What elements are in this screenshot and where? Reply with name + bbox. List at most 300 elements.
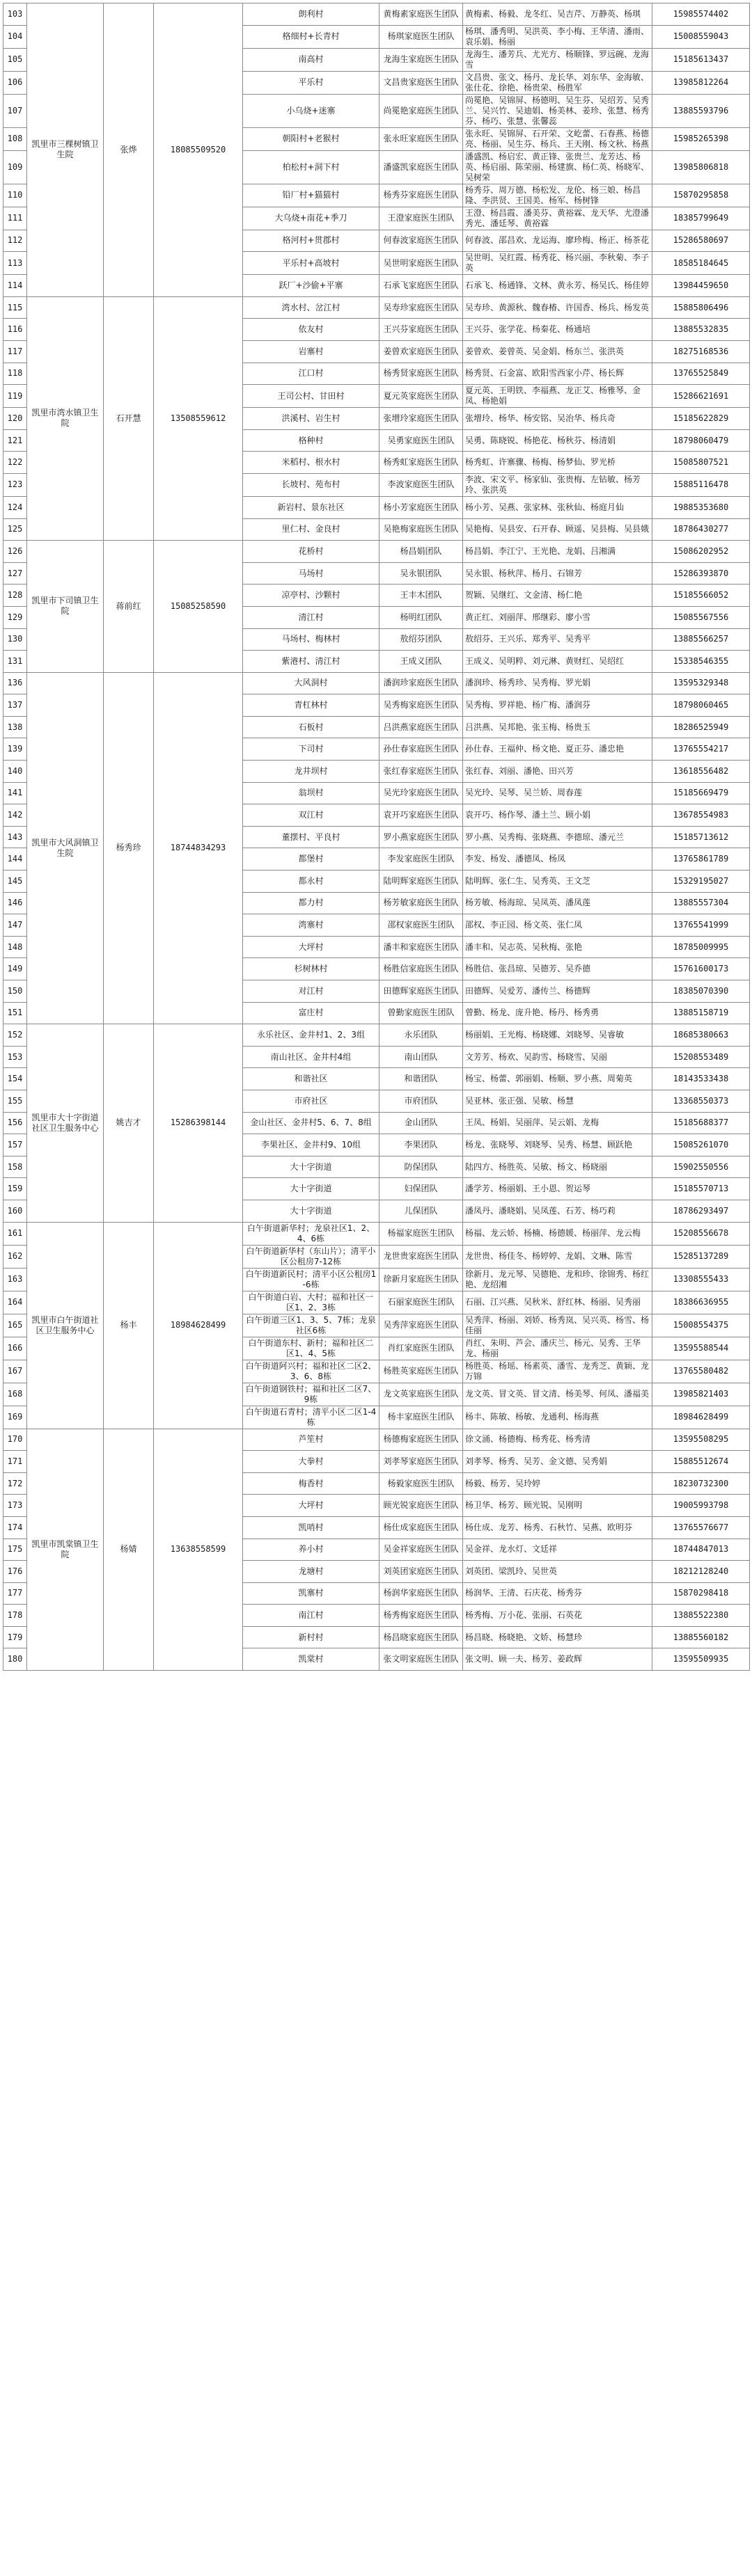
row-number: 145 <box>3 870 27 893</box>
team-name: 杨仕成家庭医生团队 <box>379 1516 463 1539</box>
row-number: 155 <box>3 1090 27 1112</box>
team-name: 吴寿珍家庭医生团队 <box>379 296 463 319</box>
team-leader-name: 姚吉才 <box>104 1024 154 1222</box>
team-name: 龙世贵家庭医生团队 <box>379 1245 463 1268</box>
contact-phone: 15008554375 <box>652 1314 750 1337</box>
team-name: 杨毅家庭医生团队 <box>379 1472 463 1495</box>
team-name: 永乐团队 <box>379 1024 463 1047</box>
service-area: 都力村 <box>243 892 379 914</box>
contact-phone: 18744847013 <box>652 1539 750 1561</box>
team-name: 徐新月家庭医生团队 <box>379 1268 463 1291</box>
team-name: 石承飞家庭医生团队 <box>379 275 463 297</box>
service-area: 白午街道东村、新村；福和社区二区1、4、5栋 <box>243 1337 379 1360</box>
service-area: 富庄村 <box>243 1002 379 1024</box>
row-number: 173 <box>3 1495 27 1517</box>
row-number: 179 <box>3 1626 27 1648</box>
contact-phone: 15208553489 <box>652 1046 750 1068</box>
service-area: 都堡村 <box>243 848 379 870</box>
team-leader-name: 蒋前红 <box>104 541 154 673</box>
team-members: 张红春、刘丽、潘艳、田兴芳 <box>463 761 652 783</box>
row-number: 165 <box>3 1314 27 1337</box>
team-members: 潘丰和、吴志英、吴秋梅、张艳 <box>463 936 652 958</box>
hospital-name: 凯里市白午街道社区卫生服务中心 <box>27 1222 104 1429</box>
team-members: 龙世贵、杨佳冬、杨婷婷、龙娟、文琳、陈雪 <box>463 1245 652 1268</box>
row-number: 105 <box>3 48 27 71</box>
team-members: 吴世明、吴红霞、杨秀花、杨兴丽、李秋菊、李子英 <box>463 252 652 275</box>
hospital-name: 凯里市湾水镇卫生院 <box>27 296 104 540</box>
team-members: 潘学芳、杨丽娟、王小恩、贺运琴 <box>463 1178 652 1200</box>
row-number: 152 <box>3 1024 27 1047</box>
contact-phone: 18798060465 <box>652 694 750 717</box>
service-area: 青杠林村 <box>243 694 379 717</box>
team-leader-name: 张烨 <box>104 3 154 297</box>
team-members: 杨仕成、龙芳、杨秀、石秋竹、吴燕、欧明芬 <box>463 1516 652 1539</box>
team-members: 王澄、杨昌霞、潘美芬、黄裕霖、龙天华、尤澄潘秀光、潘廷琴、黄裕霖 <box>463 207 652 230</box>
row-number: 176 <box>3 1561 27 1583</box>
service-area: 大拳村 <box>243 1451 379 1473</box>
team-name: 袁开巧家庭医生团队 <box>379 804 463 827</box>
contact-phone: 13765541999 <box>652 914 750 937</box>
team-name: 杨芳敏家庭医生团队 <box>379 892 463 914</box>
team-members: 杨小芳、吴燕、张家林、张秋仙、杨庭月仙 <box>463 496 652 518</box>
service-area: 白午街道白岩、大村；福和社区一区1、2、3栋 <box>243 1291 379 1314</box>
team-members: 杨丽娟、王光梅、杨晓娜、刘晓琴、吴睿敏 <box>463 1024 652 1047</box>
contact-phone: 13885522380 <box>652 1605 750 1627</box>
contact-phone: 13595508295 <box>652 1429 750 1451</box>
team-name: 儿保团队 <box>379 1200 463 1222</box>
team-name: 和谐团队 <box>379 1068 463 1090</box>
team-name: 吴秀萍家庭医生团队 <box>379 1314 463 1337</box>
service-area: 和谐社区 <box>243 1068 379 1090</box>
contact-phone: 15185688377 <box>652 1112 750 1134</box>
contact-phone: 15885116478 <box>652 473 750 496</box>
hospital-name: 凯里市三棵树镇卫生院 <box>27 3 104 297</box>
contact-phone: 13765525849 <box>652 363 750 385</box>
contact-phone: 15985265398 <box>652 127 750 150</box>
team-members: 吴光玲、吴琴、吴兰娇、周春莲 <box>463 782 652 804</box>
team-name: 妇保团队 <box>379 1178 463 1200</box>
team-leader-name: 杨婧 <box>104 1429 154 1671</box>
contact-phone: 15338546355 <box>652 651 750 673</box>
service-area: 里仁村、金良村 <box>243 518 379 541</box>
contact-phone: 13985821403 <box>652 1383 750 1406</box>
contact-phone: 15985574402 <box>652 3 750 26</box>
service-area: 白午街道钢铁村；福和社区二区7、9栋 <box>243 1383 379 1406</box>
contact-phone: 13885532835 <box>652 319 750 341</box>
contact-phone: 18786293497 <box>652 1200 750 1222</box>
team-name: 罗小燕家庭医生团队 <box>379 826 463 848</box>
contact-phone: 19885353680 <box>652 496 750 518</box>
row-number: 130 <box>3 628 27 651</box>
service-area: 南山社区、金井村4组 <box>243 1046 379 1068</box>
row-number: 175 <box>3 1539 27 1561</box>
service-area: 大乌烧+南花+季刀 <box>243 207 379 230</box>
service-area: 董摆村、平良村 <box>243 826 379 848</box>
service-area: 依友村 <box>243 319 379 341</box>
contact-phone: 15185570713 <box>652 1178 750 1200</box>
team-members: 吴秀萍、杨丽、刘娇、杨秀岚、吴兴英、杨雪、杨佳丽 <box>463 1314 652 1337</box>
row-number: 146 <box>3 892 27 914</box>
row-number: 159 <box>3 1178 27 1200</box>
contact-phone: 15185622829 <box>652 408 750 430</box>
team-name: 南山团队 <box>379 1046 463 1068</box>
team-members: 罗小燕、吴秀梅、张晓燕、李德琼、潘元兰 <box>463 826 652 848</box>
service-area: 金山社区、金井村5、6、7、8组 <box>243 1112 379 1134</box>
family-doctor-team-table <box>3 3 750 1671</box>
contact-phone: 13985812264 <box>652 71 750 94</box>
team-name: 防保团队 <box>379 1156 463 1178</box>
service-area: 江口村 <box>243 363 379 385</box>
service-area: 平乐村+高坡村 <box>243 252 379 275</box>
service-area: 石板村 <box>243 716 379 738</box>
team-name: 肖红家庭医生团队 <box>379 1337 463 1360</box>
row-number: 113 <box>3 252 27 275</box>
service-area: 白午街道三区1、3、5、7栋；龙泉社区6栋 <box>243 1314 379 1337</box>
service-area: 格细村+长青村 <box>243 25 379 48</box>
row-number: 150 <box>3 980 27 1003</box>
team-members: 刘孝琴、杨秀、吴芳、金文德、吴秀娟 <box>463 1451 652 1473</box>
row-number: 114 <box>3 275 27 297</box>
team-members: 石丽、江兴燕、吴秋米、舒红林、杨丽、吴秀丽 <box>463 1291 652 1314</box>
team-members: 张永旺、吴锦屏、石开荣、文屹蕾、石春燕、杨德亮、杨丽、吴生芬、杨兵、王天刚、杨文秋、杨燕 <box>463 127 652 150</box>
service-area: 龙塘村 <box>243 1561 379 1583</box>
team-members: 杨毅、杨芳、吴玲婷 <box>463 1472 652 1495</box>
service-area: 白午街道石青村；清平小区二区1-4栋 <box>243 1406 379 1429</box>
row-number: 166 <box>3 1337 27 1360</box>
hospital-name: 凯里市下司镇卫生院 <box>27 541 104 673</box>
table-row <box>3 541 750 563</box>
team-name: 邵权家庭医生团队 <box>379 914 463 937</box>
service-area: 大坪村 <box>243 936 379 958</box>
row-number: 170 <box>3 1429 27 1451</box>
service-area: 格种村 <box>243 429 379 452</box>
team-members: 贺颖、吴继红、文金清、杨仁艳 <box>463 585 652 607</box>
team-members: 杨润华、王清、石庆花、杨秀芬 <box>463 1582 652 1605</box>
team-members: 李波、宋文平、杨家仙、张贵梅、左钻敏、杨芳玲、张洪英 <box>463 473 652 496</box>
service-area: 大十字街道 <box>243 1178 379 1200</box>
contact-phone: 13765580482 <box>652 1360 750 1383</box>
leader-phone: 15085258590 <box>154 541 243 673</box>
row-number: 140 <box>3 761 27 783</box>
row-number: 118 <box>3 363 27 385</box>
leader-phone: 18085509520 <box>154 3 243 297</box>
team-name: 杨昌娟团队 <box>379 541 463 563</box>
service-area: 紫港村、清江村 <box>243 651 379 673</box>
team-name: 黄梅素家庭医生团队 <box>379 3 463 26</box>
team-name: 杨福家庭医生团队 <box>379 1222 463 1245</box>
team-name: 吴光玲家庭医生团队 <box>379 782 463 804</box>
contact-phone: 15870298418 <box>652 1582 750 1605</box>
contact-phone: 13618556482 <box>652 761 750 783</box>
row-number: 115 <box>3 296 27 319</box>
contact-phone: 15761600173 <box>652 958 750 980</box>
row-number: 127 <box>3 562 27 585</box>
contact-phone: 18685380663 <box>652 1024 750 1047</box>
row-number: 153 <box>3 1046 27 1068</box>
contact-phone: 13984459650 <box>652 275 750 297</box>
team-members: 王凤、杨娟、吴丽萍、吴云娟、龙梅 <box>463 1112 652 1134</box>
row-number: 129 <box>3 606 27 628</box>
contact-phone: 15185713612 <box>652 826 750 848</box>
team-members: 曾勤、杨龙、庞升艳、杨丹、杨秀勇 <box>463 1002 652 1024</box>
team-name: 金山团队 <box>379 1112 463 1134</box>
row-number: 119 <box>3 385 27 408</box>
team-name: 杨德梅家庭医生团队 <box>379 1429 463 1451</box>
service-area: 岩寨村 <box>243 340 379 363</box>
contact-phone: 13885593796 <box>652 94 750 127</box>
contact-phone: 15208556678 <box>652 1222 750 1245</box>
team-members: 孙仕春、王福仲、杨文艳、夏正芬、潘忠艳 <box>463 738 652 761</box>
service-area: 都永村 <box>243 870 379 893</box>
row-number: 149 <box>3 958 27 980</box>
team-members: 杨秀虹、许寨骤、杨梅、杨梦仙、罗光桥 <box>463 452 652 474</box>
service-area: 花桥村 <box>243 541 379 563</box>
row-number: 160 <box>3 1200 27 1222</box>
team-name: 刘孝琴家庭医生团队 <box>379 1451 463 1473</box>
team-members: 吴亚林、张正强、吴敏、杨慧 <box>463 1090 652 1112</box>
contact-phone: 18785009995 <box>652 936 750 958</box>
team-members: 尚冕艳、吴锦屏、杨德明、吴生芬、吴绍芳、吴秀兰、吴兴竹、吴迪娟、杨美林、姜珍、张慧、杨秀芬、杨巧、张慧、张馨蕊 <box>463 94 652 127</box>
service-area: 大十字街道 <box>243 1200 379 1222</box>
team-name: 杨琪家庭医生团队 <box>379 25 463 48</box>
contact-phone: 15085567556 <box>652 606 750 628</box>
team-name: 刘英团家庭医生团队 <box>379 1561 463 1583</box>
contact-phone: 18386636955 <box>652 1291 750 1314</box>
row-number: 163 <box>3 1268 27 1291</box>
service-area: 大坪村 <box>243 1495 379 1517</box>
row-number: 137 <box>3 694 27 717</box>
team-members: 肖红、朱明、芦会、潘庆兰、杨元、吴秀、王华龙、杨丽 <box>463 1337 652 1360</box>
row-number: 126 <box>3 541 27 563</box>
contact-phone: 18212128240 <box>652 1561 750 1583</box>
row-number: 116 <box>3 319 27 341</box>
team-members: 袁开巧、杨作琴、潘土兰、顾小娟 <box>463 804 652 827</box>
team-name: 曾勤家庭医生团队 <box>379 1002 463 1024</box>
contact-phone: 13885560182 <box>652 1626 750 1648</box>
leader-phone: 18744834293 <box>154 672 243 1024</box>
team-members: 徐文涌、杨德梅、杨秀花、杨秀清 <box>463 1429 652 1451</box>
health-team-table-sheet <box>3 3 749 1671</box>
team-name: 龙文英家庭医生团队 <box>379 1383 463 1406</box>
contact-phone: 13885566257 <box>652 628 750 651</box>
team-name: 王兴芬家庭医生团队 <box>379 319 463 341</box>
contact-phone: 15185613437 <box>652 48 750 71</box>
row-number: 141 <box>3 782 27 804</box>
service-area: 大风洞村 <box>243 672 379 694</box>
team-name: 吴勇家庭医生团队 <box>379 429 463 452</box>
team-name: 市府团队 <box>379 1090 463 1112</box>
team-members: 杨秀梅、万小花、张丽、石英花 <box>463 1605 652 1627</box>
team-members: 文昌贵、张文、杨丹、龙长华、刘东华、金海敏、张仕花、徐艳、杨贵荣、杨胜军 <box>463 71 652 94</box>
team-name: 李发家庭医生团队 <box>379 848 463 870</box>
team-members: 吕洪燕、吴邦艳、张玉梅、杨贵玉 <box>463 716 652 738</box>
contact-phone: 15286580697 <box>652 230 750 252</box>
team-members: 敖绍芬、王兴乐、郑秀平、吴秀平 <box>463 628 652 651</box>
contact-phone: 15086202952 <box>652 541 750 563</box>
row-number: 164 <box>3 1291 27 1314</box>
service-area: 李果社区、金井村9、10组 <box>243 1134 379 1156</box>
service-area: 白午街道新民村；清平小区公租房1-6栋 <box>243 1268 379 1291</box>
service-area: 梅香村 <box>243 1472 379 1495</box>
contact-phone: 13308555433 <box>652 1268 750 1291</box>
row-number: 154 <box>3 1068 27 1090</box>
row-number: 121 <box>3 429 27 452</box>
row-number: 172 <box>3 1472 27 1495</box>
contact-phone: 13678554983 <box>652 804 750 827</box>
contact-phone: 13885557304 <box>652 892 750 914</box>
row-number: 139 <box>3 738 27 761</box>
contact-phone: 15285137289 <box>652 1245 750 1268</box>
service-area: 马场村、梅林村 <box>243 628 379 651</box>
contact-phone: 15885806496 <box>652 296 750 319</box>
team-members: 张文明、顾一夫、杨芳、姜政辉 <box>463 1648 652 1671</box>
team-members: 夏元英、王明铁、李福燕、龙正艾、杨雅琴、金凤、杨艳娟 <box>463 385 652 408</box>
row-number: 178 <box>3 1605 27 1627</box>
row-number: 108 <box>3 127 27 150</box>
team-name: 文昌贵家庭医生团队 <box>379 71 463 94</box>
service-area: 龙井坝村 <box>243 761 379 783</box>
team-members: 姜曾欢、姜曾英、吴金娟、杨东兰、张洪英 <box>463 340 652 363</box>
service-area: 凯寨村 <box>243 1582 379 1605</box>
team-leader-name: 杨秀珍 <box>104 672 154 1024</box>
service-area: 湾水村、岔江村 <box>243 296 379 319</box>
service-area: 长坡村、苑布村 <box>243 473 379 496</box>
service-area: 杉树林村 <box>243 958 379 980</box>
service-area: 对江村 <box>243 980 379 1003</box>
row-number: 128 <box>3 585 27 607</box>
service-area: 马场村 <box>243 562 379 585</box>
service-area: 白午街道阿兴村；福和社区二区2、3、6、8栋 <box>243 1360 379 1383</box>
team-name: 吴秀梅家庭医生团队 <box>379 694 463 717</box>
service-area: 洪溪村、岩生村 <box>243 408 379 430</box>
team-members: 潘润珍、杨秀珍、吴秀梅、罗光娟 <box>463 672 652 694</box>
team-members: 吴勇、陈晓锐、杨艳花、杨秋芬、杨清娟 <box>463 429 652 452</box>
team-members: 刘英团、梁凯玲、吴世英 <box>463 1561 652 1583</box>
contact-phone: 15329195027 <box>652 870 750 893</box>
team-members: 石承飞、杨通锋、文林、黄永芳、杨吴氏、杨佳婷 <box>463 275 652 297</box>
team-members: 潘盛凯、杨启宏、黄正锋、张贵兰、龙芳达、杨英、杨启丽、陈荣丽、杨建旗、杨仁英、杨晓军、吴树荣 <box>463 150 652 184</box>
service-area: 市府社区 <box>243 1090 379 1112</box>
team-name: 张永旺家庭医生团队 <box>379 127 463 150</box>
team-members: 吴永银、杨秋萍、杨月、石锦芳 <box>463 562 652 585</box>
contact-phone: 13885158719 <box>652 1002 750 1024</box>
table-row <box>3 672 750 694</box>
team-members: 杨宝、杨蕾、郭丽娟、杨顺、罗小燕、周菊英 <box>463 1068 652 1090</box>
service-area: 白午街道新华村（东山片）；清平小区公租房7-12栋 <box>243 1245 379 1268</box>
team-members: 张增玲、杨华、杨安铭、吴治华、杨兵奇 <box>463 408 652 430</box>
contact-phone: 15286621691 <box>652 385 750 408</box>
contact-phone: 13765861789 <box>652 848 750 870</box>
contact-phone: 13765576677 <box>652 1516 750 1539</box>
team-name: 陆明辉家庭医生团队 <box>379 870 463 893</box>
contact-phone: 18385070390 <box>652 980 750 1003</box>
team-members: 潘凤丹、潘晓娟、吴凤莲、石芳、杨巧莉 <box>463 1200 652 1222</box>
service-area: 凯棠村 <box>243 1648 379 1671</box>
contact-phone: 13985806818 <box>652 150 750 184</box>
team-name: 杨秀芬家庭医生团队 <box>379 184 463 207</box>
contact-phone: 15085807521 <box>652 452 750 474</box>
contact-phone: 19005993798 <box>652 1495 750 1517</box>
team-name: 吴世明家庭医生团队 <box>379 252 463 275</box>
table-row <box>3 3 750 26</box>
team-name: 杨秀虹家庭医生团队 <box>379 452 463 474</box>
hospital-name: 凯里市大风洞镇卫生院 <box>27 672 104 1024</box>
contact-phone: 18984628499 <box>652 1406 750 1429</box>
contact-phone: 18786430277 <box>652 518 750 541</box>
team-members: 吴金祥、龙水灯、文廷祥 <box>463 1539 652 1561</box>
team-name: 潘润珍家庭医生团队 <box>379 672 463 694</box>
team-leader-name: 杨丰 <box>104 1222 154 1429</box>
row-number: 117 <box>3 340 27 363</box>
contact-phone: 18143533438 <box>652 1068 750 1090</box>
leader-phone: 13508559612 <box>154 296 243 540</box>
team-name: 石丽家庭医生团队 <box>379 1291 463 1314</box>
team-name: 吴金祥家庭医生团队 <box>379 1539 463 1561</box>
service-area: 凯哨村 <box>243 1516 379 1539</box>
team-members: 杨卫华、杨芳、顾光锐、吴刚明 <box>463 1495 652 1517</box>
leader-phone: 18984628499 <box>154 1222 243 1429</box>
service-area: 新岩村、景东社区 <box>243 496 379 518</box>
row-number: 156 <box>3 1112 27 1134</box>
team-name: 王成义团队 <box>379 651 463 673</box>
row-number: 131 <box>3 651 27 673</box>
team-name: 顾光锐家庭医生团队 <box>379 1495 463 1517</box>
contact-phone: 15870295858 <box>652 184 750 207</box>
service-area: 白午街道新华村；龙泉社区1、2、4、6栋 <box>243 1222 379 1245</box>
service-area: 清江村 <box>243 606 379 628</box>
contact-phone: 15286393870 <box>652 562 750 585</box>
contact-phone: 18286525949 <box>652 716 750 738</box>
contact-phone: 18798060479 <box>652 429 750 452</box>
team-members: 杨福、龙云娇、杨楠、杨德媛、杨丽萍、龙云梅 <box>463 1222 652 1245</box>
service-area: 铅厂村+猫猫村 <box>243 184 379 207</box>
row-number: 106 <box>3 71 27 94</box>
row-number: 123 <box>3 473 27 496</box>
team-name: 杨秀梅家庭医生团队 <box>379 1605 463 1627</box>
team-name: 李果团队 <box>379 1134 463 1156</box>
team-members: 文芳芳、杨欢、吴韵雪、杨晓雪、吴丽 <box>463 1046 652 1068</box>
contact-phone: 15085261070 <box>652 1134 750 1156</box>
row-number: 148 <box>3 936 27 958</box>
team-name: 龙海生家庭医生团队 <box>379 48 463 71</box>
contact-phone: 15008559043 <box>652 25 750 48</box>
team-members: 吴寿珍、黄源秋、魏春椿、许国香、杨兵、杨发英 <box>463 296 652 319</box>
team-members: 吴艳梅、吴县安、石开春、顾遥、吴县梅、吴县娥 <box>463 518 652 541</box>
team-members: 杨昌晓、杨晓艳、文娇、杨慧珍 <box>463 1626 652 1648</box>
team-name: 杨小芳家庭医生团队 <box>379 496 463 518</box>
team-name: 夏元英家庭医生团队 <box>379 385 463 408</box>
row-number: 103 <box>3 3 27 26</box>
team-members: 杨龙、张晓琴、刘晓琴、吴秀、杨慧、顾跃艳 <box>463 1134 652 1156</box>
contact-phone: 18275168536 <box>652 340 750 363</box>
team-members: 杨琪、潘秀明、吴洪英、李小梅、王华清、潘雨、袁乐娟、杨丽 <box>463 25 652 48</box>
team-members: 李发、杨发、潘德凤、杨凤 <box>463 848 652 870</box>
team-name: 杨丰家庭医生团队 <box>379 1406 463 1429</box>
service-area: 湾寨村 <box>243 914 379 937</box>
row-number: 111 <box>3 207 27 230</box>
service-area: 凉亭村、沙颗村 <box>243 585 379 607</box>
team-members: 田德辉、吴爱芳、潘传兰、杨德辉 <box>463 980 652 1003</box>
team-name: 杨胜信家庭医生团队 <box>379 958 463 980</box>
team-members: 吴秀梅、罗祥艳、杨广梅、潘润芬 <box>463 694 652 717</box>
table-row <box>3 1429 750 1451</box>
row-number: 122 <box>3 452 27 474</box>
row-number: 112 <box>3 230 27 252</box>
service-area: 南江村 <box>243 1605 379 1627</box>
service-area: 南高村 <box>243 48 379 71</box>
hospital-name: 凯里市大十字街道社区卫生服务中心 <box>27 1024 104 1222</box>
service-area: 柏松村+洞下村 <box>243 150 379 184</box>
